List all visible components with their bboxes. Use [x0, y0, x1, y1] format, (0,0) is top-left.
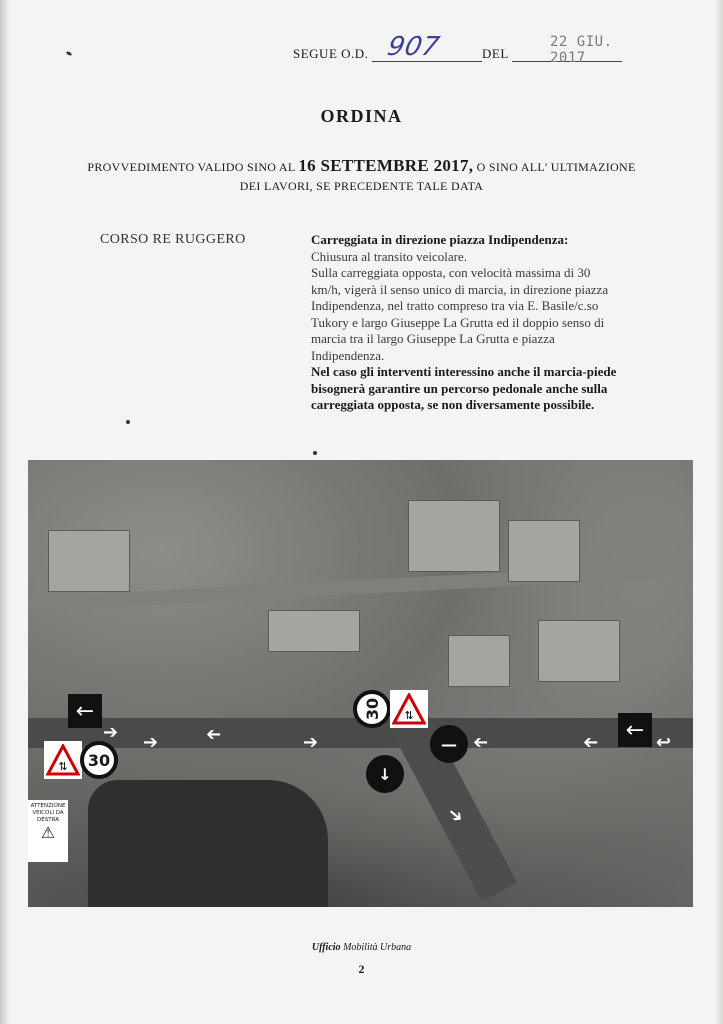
- scan-speck: [126, 420, 130, 424]
- speed-limit-sign-icon: 30: [353, 690, 391, 728]
- scan-speck: [313, 451, 317, 455]
- scan-edge-right: [715, 0, 723, 1024]
- traffic-arrow-left-icon: ➔: [473, 732, 489, 753]
- traffic-arrow-diagonal-icon: ➔: [443, 802, 469, 829]
- svg-text:⇅: ⇅: [404, 709, 414, 722]
- document-header: [290, 30, 630, 70]
- validity-prefix: PROVVEDIMENTO VALIDO SINO AL: [87, 160, 296, 174]
- instructions-note: Nel caso gli interventi interessino anche il marcia-piede bisognerà garantire un percorso pedonale anche sulla carreggiata opposta, se non diversamente possibile.: [311, 364, 617, 412]
- instructions-block: [311, 232, 621, 414]
- traffic-arrow-right-icon: ➔: [303, 732, 319, 753]
- scan-speck: [66, 51, 73, 57]
- validity-suffix: O SINO ALL' ULTIMAZIONE: [476, 160, 636, 174]
- page-title: ORDINA: [320, 106, 403, 126]
- date-stamp: 22 GIU. 2017: [550, 34, 613, 66]
- aerial-map-photo: [28, 460, 693, 907]
- footer-office-rest: Mobilità Urbana: [340, 942, 412, 953]
- left-arrow-sign-icon: ←: [618, 713, 652, 747]
- warning-box-text: ATTENZIONE VEICOLI DA DESTRA: [30, 803, 66, 823]
- validity-line2: DEI LAVORI, SE PRECEDENTE TALE DATA: [239, 179, 484, 193]
- down-arrow-sign-icon: ↓: [366, 755, 404, 793]
- two-way-warning-sign-icon: [44, 741, 82, 779]
- speed-limit-sign-icon: 30: [80, 741, 118, 779]
- footer-office-bold: Ufficio: [311, 942, 341, 953]
- left-arrow-sign-icon: ←: [68, 694, 102, 728]
- traffic-arrow-left-icon: ➔: [583, 732, 599, 753]
- svg-text:⇅: ⇅: [58, 760, 68, 773]
- map-park: [88, 780, 328, 907]
- instructions-closure: Chiusura al transito veicolare.: [311, 248, 467, 264]
- od-number-underline: [372, 61, 482, 62]
- map-building: [408, 500, 500, 572]
- od-number-handwritten: 907: [384, 32, 443, 62]
- traffic-arrow-right-icon: ➔: [103, 722, 119, 743]
- u-turn-arrow-icon: ↩: [656, 732, 672, 753]
- validity-date: 16 SETTEMBRE 2017,: [298, 156, 474, 175]
- map-building: [538, 620, 620, 682]
- two-way-warning-sign-icon: [390, 690, 428, 728]
- map-building: [48, 530, 130, 592]
- page-number: 2: [358, 962, 365, 976]
- traffic-arrow-left-icon: ➔: [206, 724, 222, 745]
- street-name: CORSO RE RUGGERO: [100, 232, 246, 247]
- del-label: DEL: [482, 46, 509, 61]
- instructions-body: Sulla carreggiata opposta, con velocità massima di 30 km/h, vigerà il senso unico di marcia, in direzione piazza Indipendenza, nel tratto compreso tra via E. Basile/c.so Tukory e largo Giuseppe La Grutta ed il doppio senso di marcia tra il largo Giuseppe La Grutta e piazza Indipendenza.: [311, 265, 609, 363]
- footer-office: [0, 942, 723, 953]
- map-building: [448, 635, 510, 687]
- map-building: [508, 520, 580, 582]
- validity-statement: [60, 156, 663, 196]
- instructions-heading: Carreggiata in direzione piazza Indipendenza:: [311, 232, 569, 247]
- vehicles-from-right-warning-sign: [28, 800, 68, 862]
- warning-triangle-icon: ⚠: [40, 823, 56, 842]
- scan-edge-left: [0, 0, 10, 1024]
- map-building: [268, 610, 360, 652]
- traffic-arrow-right-icon: ➔: [143, 732, 159, 753]
- no-entry-sign-icon: —: [430, 725, 468, 763]
- segue-label: SEGUE O.D.: [293, 46, 369, 61]
